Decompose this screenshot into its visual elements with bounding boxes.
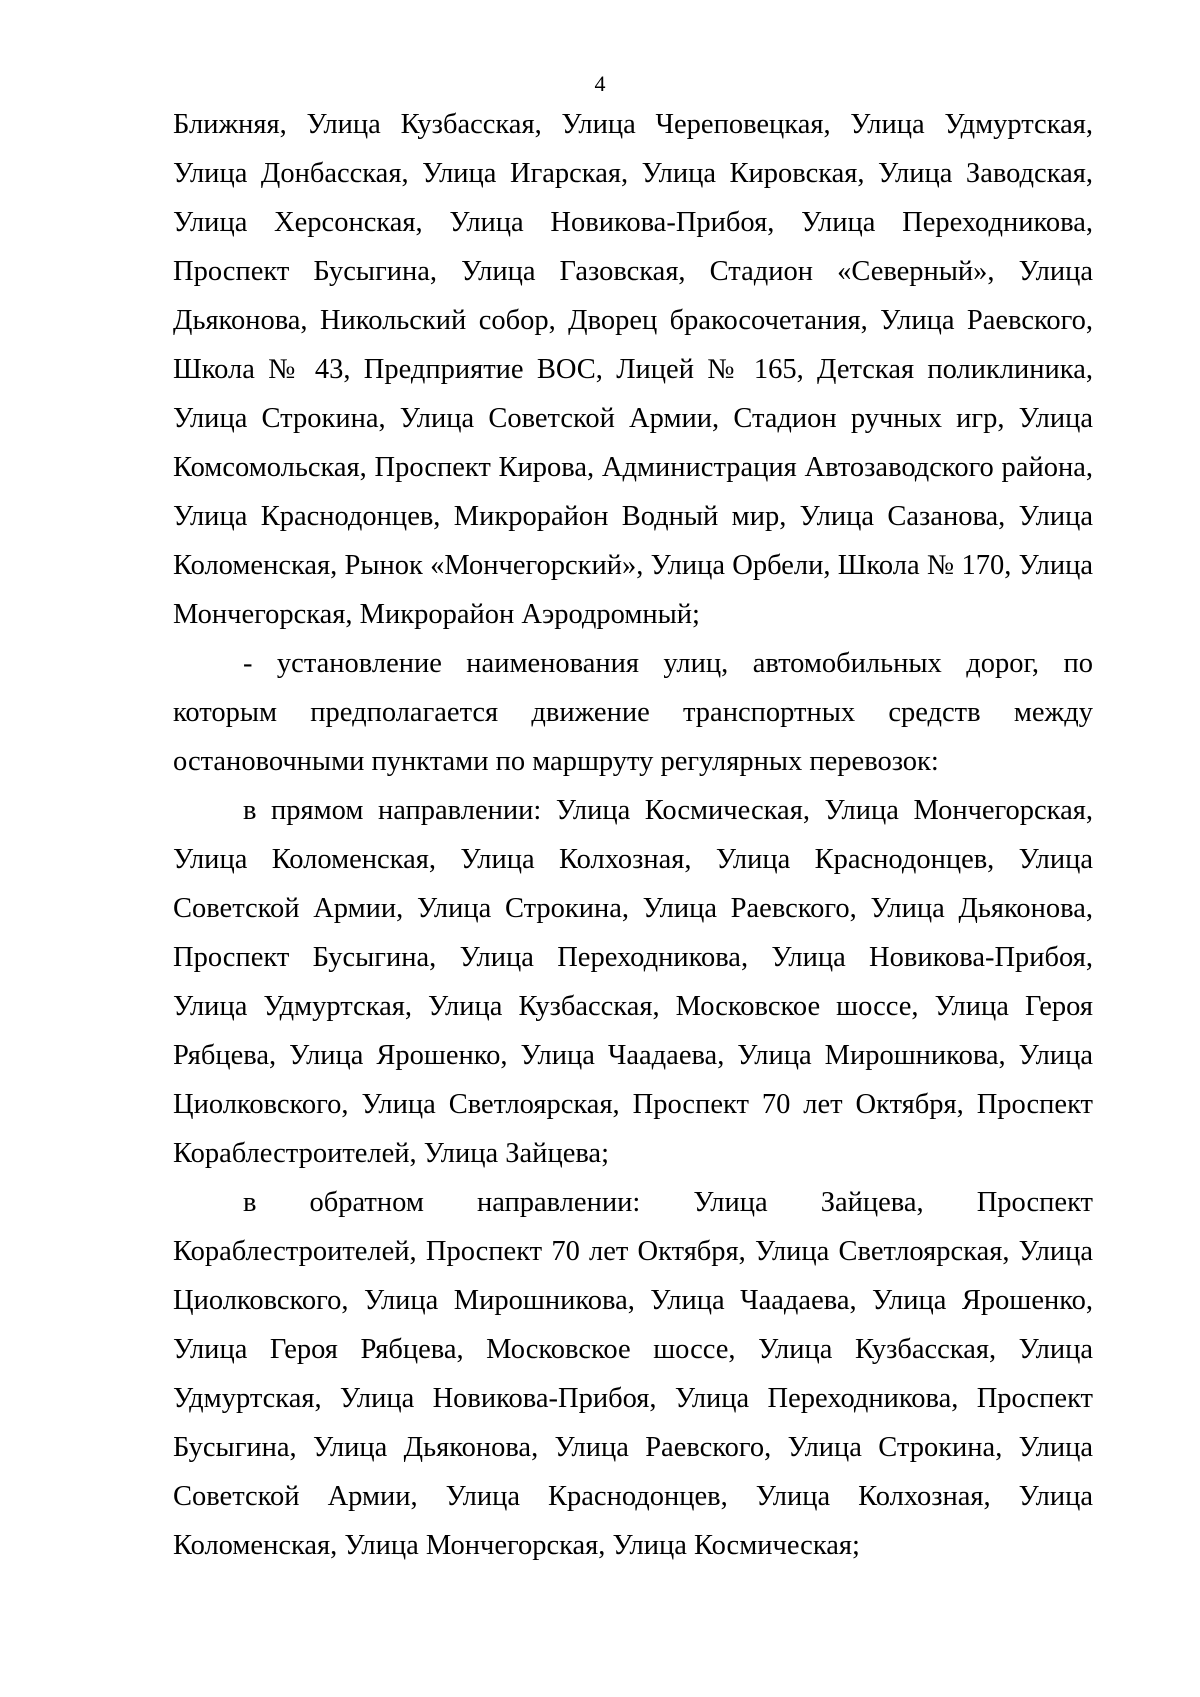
paragraph-forward-direction: в прямом направлении: Улица Космическая, Улица Мончегорская, Улица Коломенская, Улица Колхозная, Улица Краснодонцев, Улица Советской Армии, Улица Строкина, Улица Раевского, Улица Дьяконова, Проспект Бусыгина, Улица Переходникова, Улица Новикова-Прибоя, Улица Удмуртская, Улица Кузбасская, Московское шоссе, Улица Героя Рябцева, Улица Ярошенко, Улица Чаадаева, Улица Мирошникова, Улица Циолковского, Улица Светлоярская, Проспект 70 лет Октября, Проспект Кораблестроителей, Улица Зайцева;	[173, 795, 1093, 1169]
document-body	[173, 100, 1093, 1570]
paragraph-stop-list-continuation: Ближняя, Улица Кузбасская, Улица Череповецкая, Улица Удмуртская, Улица Донбасская, Улица Игарская, Улица Кировская, Улица Заводская, Улица Херсонская, Улица Новикова-Прибоя, Улица Переходникова, Проспект Бусыгина, Улица Газовская, Стадион «Северный», Улица Дьяконова, Никольский собор, Дворец бракосочетания, Улица Раевского, Школа № 43, Предприятие ВОС, Лицей № 165, Детская поликлиника, Улица Строкина, Улица Советской Армии, Стадион ручных игр, Улица Комсомольская, Проспект Кирова, Администрация Автозаводского района, Улица Краснодонцев, Микрорайон Водный мир, Улица Сазанова, Улица Коломенская, Рынок «Мончегорский», Улица Орбели, Школа № 170, Улица Мончегорская, Микрорайон Аэродромный;	[173, 109, 1093, 630]
paragraph-route-streets-intro: - установление наименования улиц, автомобильных дорог, по которым предполагается движение транспортных средств между остановочными пунктами по маршруту регулярных перевозок:	[173, 648, 1093, 777]
paragraph-reverse-direction: в обратном направлении: Улица Зайцева, Проспект Кораблестроителей, Проспект 70 лет Октября, Улица Светлоярская, Улица Циолковского, Улица Мирошникова, Улица Чаадаева, Улица Ярошенко, Улица Героя Рябцева, Московское шоссе, Улица Кузбасская, Улица Удмуртская, Улица Новикова-Прибоя, Улица Переходникова, Проспект Бусыгина, Улица Дьяконова, Улица Раевского, Улица Строкина, Улица Советской Армии, Улица Краснодонцев, Улица Колхозная, Улица Коломенская, Улица Мончегорская, Улица Космическая;	[173, 1187, 1093, 1561]
page-number: 4	[594, 71, 606, 96]
